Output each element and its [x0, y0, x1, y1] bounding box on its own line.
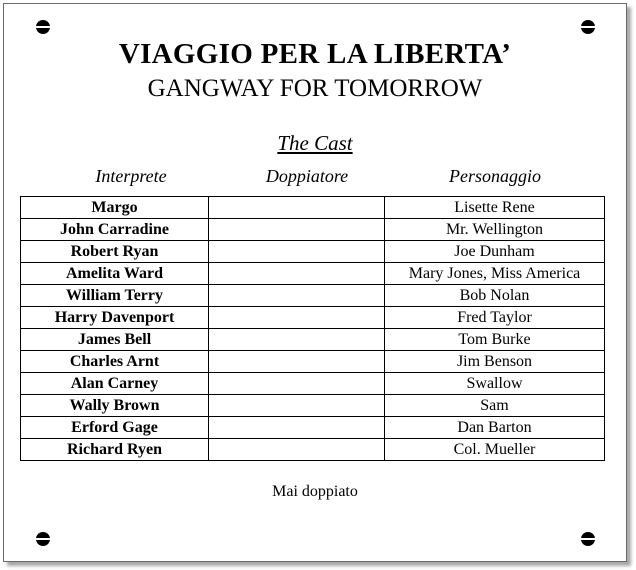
screw-icon [36, 20, 50, 34]
italian-title: VIAGGIO PER LA LIBERTA’ [118, 38, 512, 70]
dubber-cell [209, 351, 385, 373]
actor-cell: Erford Gage [21, 417, 209, 439]
dubber-cell [209, 373, 385, 395]
dubber-cell [209, 439, 385, 461]
character-cell: Mary Jones, Miss America [385, 263, 605, 285]
character-cell: Dan Barton [385, 417, 605, 439]
table-row [21, 241, 605, 263]
actor-cell: Wally Brown [21, 395, 209, 417]
character-cell: Sam [385, 395, 605, 417]
actor-cell: Amelita Ward [21, 263, 209, 285]
character-cell: Tom Burke [385, 329, 605, 351]
dubber-cell [209, 263, 385, 285]
character-cell: Mr. Wellington [385, 219, 605, 241]
table-row [21, 219, 605, 241]
footer-note: Mai doppiato [272, 483, 358, 500]
screw-icon [581, 532, 595, 546]
character-cell: Joe Dunham [385, 241, 605, 263]
table-row [21, 197, 605, 219]
cast-table [20, 196, 605, 461]
character-cell: Bob Nolan [385, 285, 605, 307]
table-row [21, 395, 605, 417]
screw-icon [36, 532, 50, 546]
dubber-cell [209, 197, 385, 219]
actor-cell: Alan Carney [21, 373, 209, 395]
actor-cell: Charles Arnt [21, 351, 209, 373]
actor-cell: Robert Ryan [21, 241, 209, 263]
actor-cell: Richard Ryen [21, 439, 209, 461]
english-title: GANGWAY FOR TOMORROW [147, 75, 483, 102]
table-row [21, 373, 605, 395]
cast-plaque [3, 3, 627, 562]
character-cell: Lisette Rene [385, 197, 605, 219]
dubber-cell [209, 219, 385, 241]
table-row [21, 439, 605, 461]
actor-cell: Harry Davenport [21, 307, 209, 329]
table-row [21, 307, 605, 329]
dubber-cell [209, 329, 385, 351]
dubber-cell [209, 285, 385, 307]
actor-cell: Margo [21, 197, 209, 219]
table-row [21, 417, 605, 439]
dubber-cell [209, 307, 385, 329]
actor-cell: William Terry [21, 285, 209, 307]
character-cell: Jim Benson [385, 351, 605, 373]
column-header-character: Personaggio [449, 166, 541, 186]
dubber-cell [209, 241, 385, 263]
table-row [21, 263, 605, 285]
actor-cell: James Bell [21, 329, 209, 351]
character-cell: Fred Taylor [385, 307, 605, 329]
character-cell: Col. Mueller [385, 439, 605, 461]
screw-icon [581, 20, 595, 34]
actor-cell: John Carradine [21, 219, 209, 241]
column-header-dubber: Doppiatore [265, 166, 349, 186]
table-row [21, 285, 605, 307]
cast-heading: The Cast [277, 131, 353, 155]
character-cell: Swallow [385, 373, 605, 395]
table-row [21, 329, 605, 351]
dubber-cell [209, 417, 385, 439]
dubber-cell [209, 395, 385, 417]
table-row [21, 351, 605, 373]
column-header-actor: Interprete [95, 166, 167, 186]
